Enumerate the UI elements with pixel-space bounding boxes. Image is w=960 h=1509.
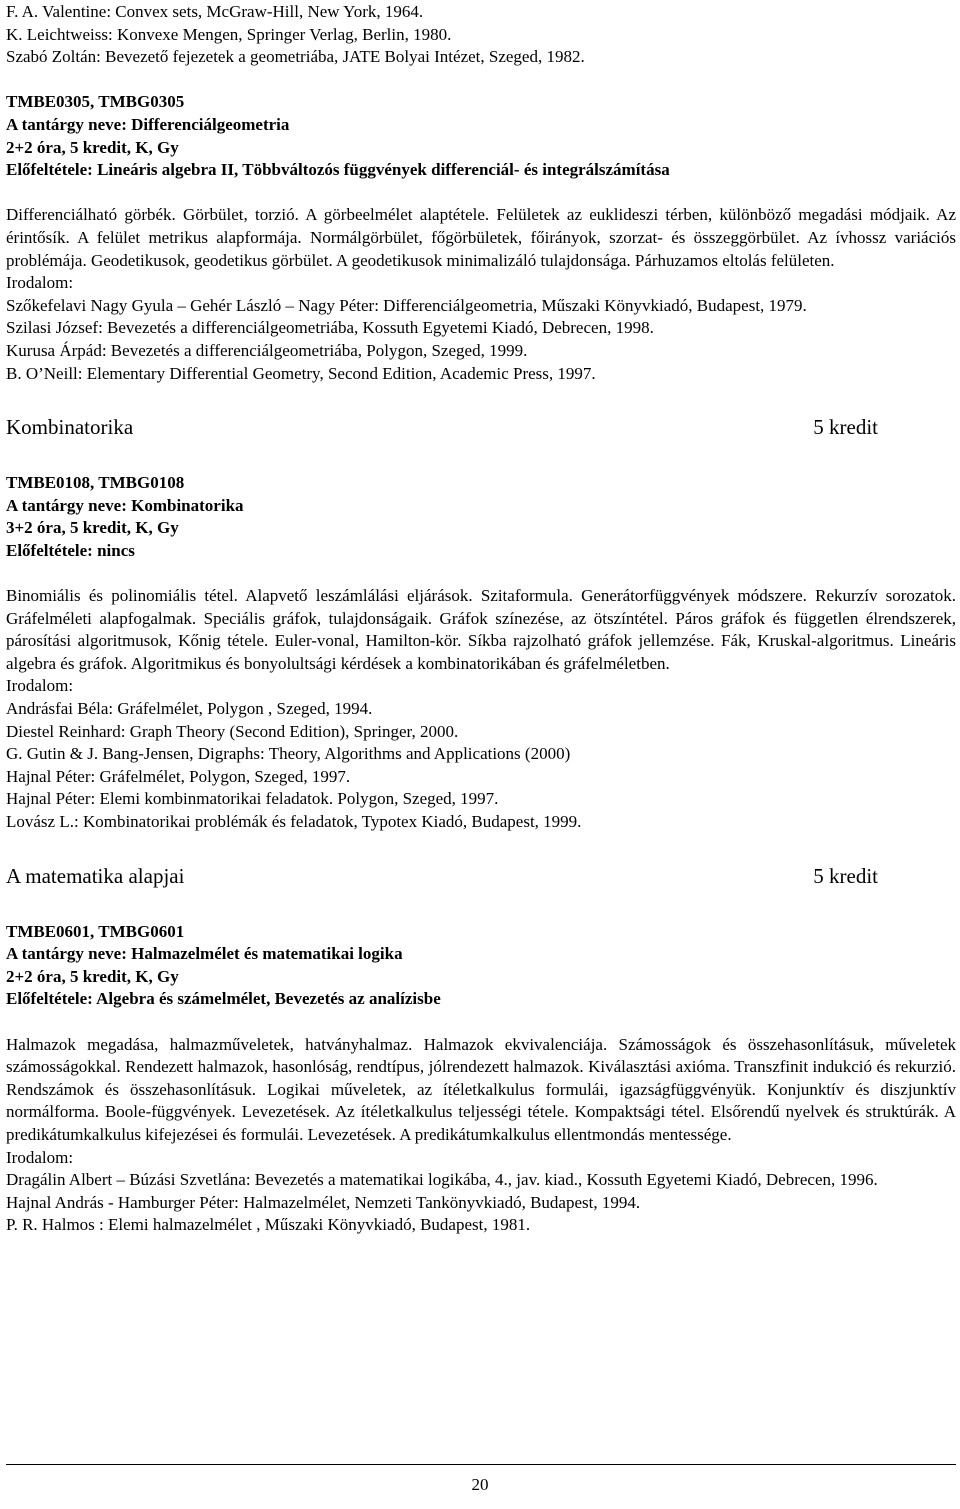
literature-item: Lovász L.: Kombinatorikai problémák és feladatok, Typotex Kiadó, Budapest, 1999. [6, 812, 582, 831]
course-hours: 2+2 óra, 5 kredit, K, Gy [6, 966, 179, 986]
course-code: TMBE0601, TMBG0601 [6, 921, 185, 941]
literature-item: Diestel Reinhard: Graph Theory (Second Edition), Springer, 2000. [6, 721, 459, 741]
section-heading [6, 863, 956, 889]
literature-item: Szilasi József: Bevezetés a differenciálgeometriába, Kossuth Egyetemi Kiadó, Debrecen, 1998. [6, 318, 654, 338]
reference-valentine: F. A. Valentine: Convex sets, McGraw-Hill, New York, 1964. [6, 2, 424, 21]
reference-leichtweiss: K. Leichtweiss: Konvexe Mengen, Springer Verlag, Berlin, 1980. [6, 24, 452, 44]
course-hours: 2+2 óra, 5 kredit, K, Gy [6, 137, 179, 157]
course-description: Differenciálható görbék. Görbület, torzió. A görbeelmélet alaptétele. Felületek az euklideszi térben, különböző megadási módjaik. Az érintősík. A felület metrikus alapformája. Normálgörbület, főgörbületek, főirányok, szorzat- és összeggörbület. Az ívhossz variációs problémája. Geodetikusok, geodetikus görbület. A geodetikusok minimalizáló tulajdonsága. Párhuzamos eltolás felületen. [6, 205, 956, 270]
literature-item: Szőkefelavi Nagy Gyula – Gehér László – Nagy Péter: Differenciálgeometria, Műszaki Könyvkiadó, Budapest, 1979. [6, 295, 807, 315]
section-credit: 5 kredit [813, 863, 878, 888]
literature-item: Kurusa Árpád: Bevezetés a differenciálgeometriába, Polygon, Szeged, 1999. [6, 340, 528, 360]
literature-item: P. R. Halmos : Elemi halmazelmélet , Műszaki Könyvkiadó, Budapest, 1981. [6, 1215, 531, 1235]
course-hours: 3+2 óra, 5 kredit, K, Gy [6, 518, 179, 538]
literature-item: Andrásfai Béla: Gráfelmélet, Polygon , Szeged, 1994. [6, 699, 373, 719]
literature-label: Irodalom: [6, 676, 74, 696]
literature-item: Hajnal Péter: Elemi kombinmatorikai feladatok. Polygon, Szeged, 1997. [6, 789, 499, 809]
course-kombinatorika [6, 414, 956, 834]
course-prereq: Előfeltétele: nincs [6, 540, 135, 560]
course-description: Halmazok megadása, halmazműveletek, hatványhalmaz. Halmazok ekvivalenciája. Számosságok és összehasonlításuk, műveletek számosságokkal. Rendezett halmazok, hasonlóság, rendtípus, jólrendezett halmazok. Kiválasztási axióma. Transzfinit indukció és rekurzió. Rendszámok és összehasonlításuk. Logikai műveletek, az ítéletkalkulus formulái, igazságfüggvényük. Konjunktív és diszjunktív normálforma. Boole-függvények. Levezetések. Az ítéletkalkulus teljességi tétele. Kompaktsági tétel. Elsőrendű nyelvek és struktúrák. A predikátumkalkulus kifejezései és formulái. Levezetések. A predikátumkalkulus ellentmondás mentessége. [6, 1034, 956, 1144]
literature-label: Irodalom: [6, 273, 74, 293]
section-title: Kombinatorika [6, 415, 134, 440]
course-code: TMBE0305, TMBG0305 [6, 92, 185, 112]
literature-item: B. O’Neill: Elementary Differential Geometry, Second Edition, Academic Press, 1997. [6, 363, 596, 383]
course-name: A tantárgy neve: Differenciálgeometria [6, 114, 290, 134]
literature-item: G. Gutin & J. Bang-Jensen, Digraphs: Theory, Algorithms and Applications (2000) [6, 744, 571, 764]
section-credit: 5 kredit [813, 415, 878, 440]
course-name: A tantárgy neve: Halmazelmélet és matematikai logika [6, 944, 403, 964]
reference-szabo: Szabó Zoltán: Bevezető fejezetek a geometriába, JATE Bolyai Intézet, Szeged, 1982. [6, 47, 585, 67]
course-prereq: Előfeltétele: Lineáris algebra II, Többváltozós függvények differenciál- és integrálszámítása [6, 160, 670, 180]
section-heading [6, 414, 956, 440]
course-prereq: Előfeltétele: Algebra és számelmélet, Bevezetés az analízisbe [6, 989, 441, 1009]
section-title: A matematika alapjai [6, 863, 185, 888]
course-code: TMBE0108, TMBG0108 [6, 473, 185, 493]
literature-item: Dragálin Albert – Búzási Szvetlána: Bevezetés a matematikai logikába, 4., jav. kiad., Kossuth Egyetemi Kiadó, Debrecen, 1996. [6, 1170, 878, 1190]
literature-item: Hajnal Péter: Gráfelmélet, Polygon, Szeged, 1997. [6, 766, 351, 786]
footer-divider [6, 1464, 956, 1465]
course-differencialgeometria [6, 91, 956, 385]
page-number: 20 [471, 1475, 489, 1494]
course-matematika-alapjai [6, 863, 956, 1237]
course-description: Binomiális és polinomiális tétel. Alapvető leszámlálási eljárások. Szitaformula. Generátorfüggvények módszere. Rekurzív sorozatok. Gráfelméleti alapfogalmak. Speciális gráfok, tulajdonságaik. Gráfok színezése, az ötszíntétel. Páros gráfok és független élrendszerek, párosítási algoritmusok, Kőnig tétele. Euler-vonal, Hamilton-kör. Síkba rajzolható gráfok jellemzése. Fák, Kruskal-algoritmus. Lineáris algebra és gráfok. Algoritmikus és bonyolultsági kérdések a kombinatorikában és gráfelméletben. [6, 586, 956, 673]
literature-item: Hajnal András - Hamburger Péter: Halmazelmélet, Nemzeti Tankönyvkiadó, Budapest, 1994. [6, 1192, 641, 1212]
document-page [6, 1, 956, 1237]
course-name: A tantárgy neve: Kombinatorika [6, 495, 244, 515]
literature-label: Irodalom: [6, 1147, 74, 1167]
